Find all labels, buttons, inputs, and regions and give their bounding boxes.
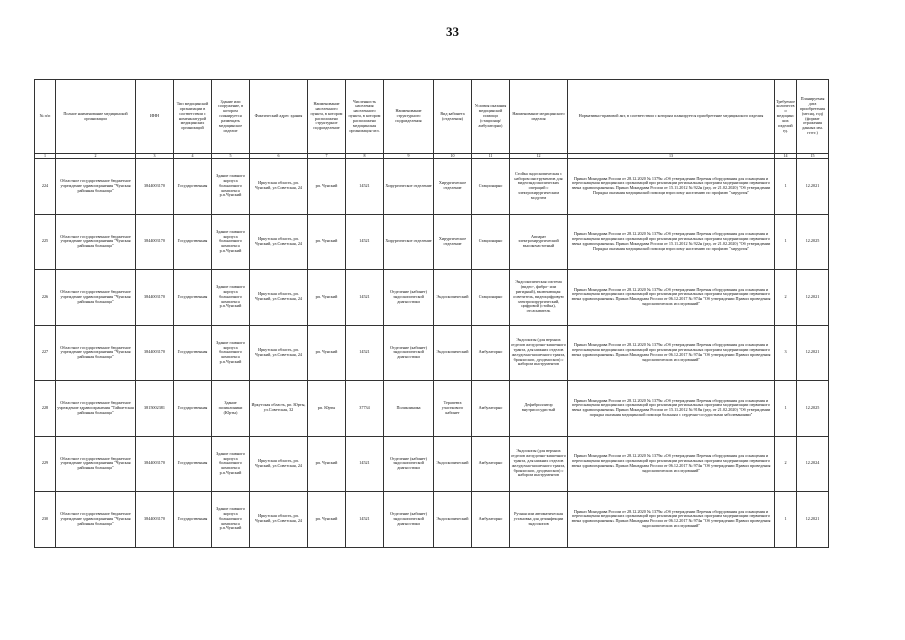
- building-cell: Здание главного корпуса больничного комплекса р.п.Чунский: [212, 214, 250, 270]
- population-cell: 14521: [346, 436, 384, 492]
- column-number: 8: [346, 154, 384, 159]
- org-type: Государственная: [174, 381, 212, 437]
- column-number: 11: [472, 154, 510, 159]
- date-cell: 12.2024: [797, 436, 829, 492]
- inn-cell: 3844003170: [136, 214, 174, 270]
- unit-cell: Отделение (кабинет) эндоскопической диагностики: [384, 270, 434, 326]
- table-header-row: [35, 80, 829, 154]
- locality-cell: рп. Чунский: [308, 214, 346, 270]
- row-number: 225: [35, 214, 56, 270]
- date-cell: 12.2021: [797, 325, 829, 381]
- page-number: 33: [446, 24, 459, 39]
- device-cell: Ручная или автоматическая установка для дезинфекции эндоскопов: [510, 492, 568, 548]
- table-row: [35, 436, 829, 492]
- date-cell: 12.2021: [797, 270, 829, 326]
- organization-name: Областное государственное бюджетное учреждение здравоохранения "Чунская районная больница": [56, 270, 136, 326]
- column-number: 3: [136, 154, 174, 159]
- legal-act-cell: Приказ Минздрава России от 28.12.2020 № 1379н «Об утверждении Перечня оборудования для оснащения и переоснащения медицинских организаций при реализации региональных программ модернизации первичного звена здравоохранения» Приказ Минздрава России от 06.12.2017 № 974н "Об утверждении Правил проведения эндоскопических исследований": [568, 436, 775, 492]
- column-number: 14: [775, 154, 797, 159]
- column-number: 1: [35, 154, 56, 159]
- building-cell: Здание поликлиники (Юрты): [212, 381, 250, 437]
- row-number: 228: [35, 381, 56, 437]
- column-number: 13: [568, 154, 775, 159]
- column-header: Вид кабинета (отделения): [434, 80, 472, 154]
- column-header: Полное наименование медицинской организации: [56, 80, 136, 154]
- unit-cell: Поликлиника: [384, 381, 434, 437]
- inn-cell: 3844003170: [136, 436, 174, 492]
- address-cell: Иркутская область, рп. Чунский, ул.Советская, 24: [250, 436, 308, 492]
- conditions-cell: Стационарно: [472, 159, 510, 215]
- column-header: Наименование населенного пункта, в котором расположено структурное подразделение: [308, 80, 346, 154]
- organization-name: Областное государственное бюджетное учреждение здравоохранения "Чунская районная больница": [56, 325, 136, 381]
- quantity-cell: 1: [775, 492, 797, 548]
- cabinet-cell: Терапевта участкового кабинет: [434, 381, 472, 437]
- legal-act-cell: Приказ Минздрава России от 28.12.2020 № 1379н «Об утверждении Перечня оборудования для оснащения и переоснащения медицинских организаций при реализации региональных программ модернизации первичного звена здравоохранения» Приказ Минздрава России от 06.12.2017 № 974н "Об утверждении Правил проведения эндоскопических исследований": [568, 270, 775, 326]
- table-row: [35, 381, 829, 437]
- locality-cell: рп. Чунский: [308, 436, 346, 492]
- unit-cell: Хирургическое отделение: [384, 214, 434, 270]
- table-row: [35, 492, 829, 548]
- column-header: Наименование структурного подразделения: [384, 80, 434, 154]
- cabinet-cell: Эндоскопический: [434, 492, 472, 548]
- column-header: Наименование медицинского изделия: [510, 80, 568, 154]
- date-cell: 12.2025: [797, 214, 829, 270]
- column-number: 4: [174, 154, 212, 159]
- legal-act-cell: Приказ Минздрава России от 28.12.2020 № 1379н «Об утверждении Перечня оборудования для оснащения и переоснащения медицинских организаций при реализации региональных программ модернизации первичного звена здравоохранения» Приказ Минздрава России от 06.12.2017 № 974н "Об утверждении Правил проведения эндоскопических исследований": [568, 492, 775, 548]
- device-cell: Стойка эндоскопическая с набором инструментов для видеоэндоскопических операций с электрохирургическим модулем: [510, 159, 568, 215]
- org-type: Государственная: [174, 325, 212, 381]
- quantity-cell: 3: [775, 325, 797, 381]
- address-cell: Иркутская область, рп. Чунский, ул.Советская, 24: [250, 270, 308, 326]
- population-cell: 14521: [346, 325, 384, 381]
- organization-name: Областное государственное бюджетное учреждение здравоохранения "Чунская районная больница": [56, 492, 136, 548]
- column-header: Фактический адрес здания: [250, 80, 308, 154]
- conditions-cell: Амбулаторно: [472, 492, 510, 548]
- conditions-cell: Амбулаторно: [472, 325, 510, 381]
- column-number: 6: [250, 154, 308, 159]
- conditions-cell: Стационарно: [472, 270, 510, 326]
- column-header: ИНН: [136, 80, 174, 154]
- column-number: 10: [434, 154, 472, 159]
- table-row: [35, 270, 829, 326]
- address-cell: Иркутская область, рп. Чунский, ул.Советская, 24: [250, 159, 308, 215]
- legal-act-cell: Приказ Минздрава России от 28.12.2020 № 1379н «Об утверждении Перечня оборудования для оснащения и переоснащения медицинских организаций при реализации региональных программ модернизации первичного звена здравоохранения» Приказ Минздрава России от 15.11.2012 № 922н (ред. от 21.02.2020) "Об утверждении Порядка оказания медицинской помощи взрослому населению по профилю "хирургия": [568, 214, 775, 270]
- cabinet-cell: Эндоскопический: [434, 436, 472, 492]
- column-header: Условия оказания медицинской помощи (стационар/амбулаторно): [472, 80, 510, 154]
- quantity-cell: 1: [775, 159, 797, 215]
- row-number: 230: [35, 492, 56, 548]
- row-number: 226: [35, 270, 56, 326]
- unit-cell: Отделение (кабинет) эндоскопической диагностики: [384, 492, 434, 548]
- org-type: Государственная: [174, 214, 212, 270]
- column-header: Тип медицинской организации в соответствии с номенклатурой медицинских организаций: [174, 80, 212, 154]
- quantity-cell: 2: [775, 436, 797, 492]
- organization-name: Областное государственное бюджетное учреждение здравоохранения "Чунская районная больница": [56, 214, 136, 270]
- cabinet-cell: Эндоскопический: [434, 325, 472, 381]
- locality-cell: рп. Чунский: [308, 325, 346, 381]
- locality-cell: рп. Чунский: [308, 270, 346, 326]
- population-cell: 37734: [346, 381, 384, 437]
- inn-cell: 3844003170: [136, 159, 174, 215]
- building-cell: Здание главного корпуса больничного комплекса р.п.Чунский: [212, 436, 250, 492]
- inn-cell: 3815002381: [136, 381, 174, 437]
- unit-cell: Хирургическое отделение: [384, 159, 434, 215]
- table-row: [35, 214, 829, 270]
- date-cell: 12.2021: [797, 159, 829, 215]
- date-cell: 12.2021: [797, 492, 829, 548]
- conditions-cell: Амбулаторно: [472, 381, 510, 437]
- column-header: Нормативно-правовой акт, в соответствии с которым планируется приобретение медицинского изделия: [568, 80, 775, 154]
- table-row: [35, 325, 829, 381]
- population-cell: 14521: [346, 214, 384, 270]
- address-cell: Иркутская область, рп. Чунский, ул.Советская, 24: [250, 325, 308, 381]
- org-type: Государственная: [174, 492, 212, 548]
- unit-cell: Отделение (кабинет) эндоскопической диагностики: [384, 436, 434, 492]
- column-header: Требуемое количество медицинских изделий ед.: [775, 80, 797, 154]
- date-cell: 12.2025: [797, 381, 829, 437]
- column-header: № п/п: [35, 80, 56, 154]
- column-number: 15: [797, 154, 829, 159]
- legal-act-cell: Приказ Минздрава России от 28.12.2020 № 1379н «Об утверждении Перечня оборудования для оснащения и переоснащения медицинских организаций при реализации региональных программ модернизации первичного звена здравоохранения» Приказ Минздрава России от 15.11.2012 № 918н (ред. от 21.02.2020) "Об утверждении порядка оказания медицинской помощи больным с сердечно-сосудистыми заболеваниями": [568, 381, 775, 437]
- building-cell: Здание главного корпуса больничного комплекса р.п.Чунский: [212, 325, 250, 381]
- column-number: 7: [308, 154, 346, 159]
- locality-cell: рп. Чунский: [308, 492, 346, 548]
- device-cell: Эндоскопическая система (видео-, фибро- или ригидный), включающая: осветитель, видеоцифровую электрохирургический, цифровой (стойка), отсасыватель: [510, 270, 568, 326]
- equipment-table: [34, 79, 829, 548]
- column-header: Здание или сооружение, в котором планируется размещать медицинское изделие: [212, 80, 250, 154]
- column-number: 5: [212, 154, 250, 159]
- conditions-cell: Стационарно: [472, 214, 510, 270]
- population-cell: 14521: [346, 270, 384, 326]
- address-cell: Иркутская область, рп. Чунский, ул.Советская, 24: [250, 492, 308, 548]
- locality-cell: рп. Чунский: [308, 159, 346, 215]
- building-cell: Здание главного корпуса больничного комплекса р.п.Чунский: [212, 159, 250, 215]
- address-cell: Иркутская область, рп. Юрты, ул.Советская, 32: [250, 381, 308, 437]
- address-cell: Иркутская область, рп. Чунский, ул.Советская, 24: [250, 214, 308, 270]
- cabinet-cell: Хирургическое отделение: [434, 214, 472, 270]
- device-cell: Эндоскопы (для верхних отделов желудочно-кишечного тракта, для нижних отделов желудочно-кишечного тракта, бронхоскоп, дуоденоскоп) с набором инструментов: [510, 436, 568, 492]
- row-number: 229: [35, 436, 56, 492]
- device-cell: Аппарат электрохирургический высокочастотный: [510, 214, 568, 270]
- org-type: Государственная: [174, 159, 212, 215]
- quantity-cell: 1: [775, 381, 797, 437]
- quantity-cell: 2: [775, 270, 797, 326]
- conditions-cell: Амбулаторно: [472, 436, 510, 492]
- column-number: 2: [56, 154, 136, 159]
- population-cell: 14521: [346, 492, 384, 548]
- organization-name: Областное государственное бюджетное учреждение здравоохранения "Чунская районная больница": [56, 159, 136, 215]
- row-number: 227: [35, 325, 56, 381]
- device-cell: Эндоскопы (для верхних отделов желудочно-кишечного тракта, для нижних отделов желудочно-кишечного тракта, бронхоскоп, дуоденоскоп) с набором инструментов: [510, 325, 568, 381]
- organization-name: Областное государственное бюджетное учреждение здравоохранения "Тайшетская районная больница": [56, 381, 136, 437]
- building-cell: Здание главного корпуса больничного комплекса р.п.Чунский: [212, 270, 250, 326]
- column-number: 12: [510, 154, 568, 159]
- population-cell: 14521: [346, 159, 384, 215]
- organization-name: Областное государственное бюджетное учреждение здравоохранения "Чунская районная больница": [56, 436, 136, 492]
- inn-cell: 3844003170: [136, 325, 174, 381]
- device-cell: Дефибриллятор внутрисосудистый: [510, 381, 568, 437]
- inn-cell: 3844003170: [136, 270, 174, 326]
- locality-cell: рп. Юрты: [308, 381, 346, 437]
- quantity-cell: 1: [775, 214, 797, 270]
- column-header: Планируемая дата приобретения (месяц, год) (формат отражения данных мм. ггггг.): [797, 80, 829, 154]
- legal-act-cell: Приказ Минздрава России от 28.12.2020 № 1379н «Об утверждении Перечня оборудования для оснащения и переоснащения медицинских организаций при реализации региональных программ модернизации первичного звена здравоохранения» Приказ Минздрава России от 06.12.2017 № 974н "Об утверждении Правил проведения эндоскопических исследований": [568, 325, 775, 381]
- building-cell: Здание главного корпуса больничного комплекса р.п.Чунский: [212, 492, 250, 548]
- legal-act-cell: Приказ Минздрава России от 28.12.2020 № 1379н «Об утверждении Перечня оборудования для оснащения и переоснащения медицинских организаций при реализации региональных программ модернизации первичного звена здравоохранения» Приказ Минздрава России от 15.11.2012 № 922н (ред. от 21.02.2020) "Об утверждении Порядка оказания медицинской помощи взрослому населению по профилю "хирургия": [568, 159, 775, 215]
- org-type: Государственная: [174, 270, 212, 326]
- inn-cell: 3844003170: [136, 492, 174, 548]
- unit-cell: Отделение (кабинет) эндоскопической диагностики: [384, 325, 434, 381]
- column-number: 9: [384, 154, 434, 159]
- cabinet-cell: Хирургическое отделение: [434, 159, 472, 215]
- row-number: 224: [35, 159, 56, 215]
- column-header: Численность населения населенного пункта, в котором расположено медицинская организация чел.: [346, 80, 384, 154]
- cabinet-cell: Эндоскопический: [434, 270, 472, 326]
- org-type: Государственная: [174, 436, 212, 492]
- table-row: [35, 159, 829, 215]
